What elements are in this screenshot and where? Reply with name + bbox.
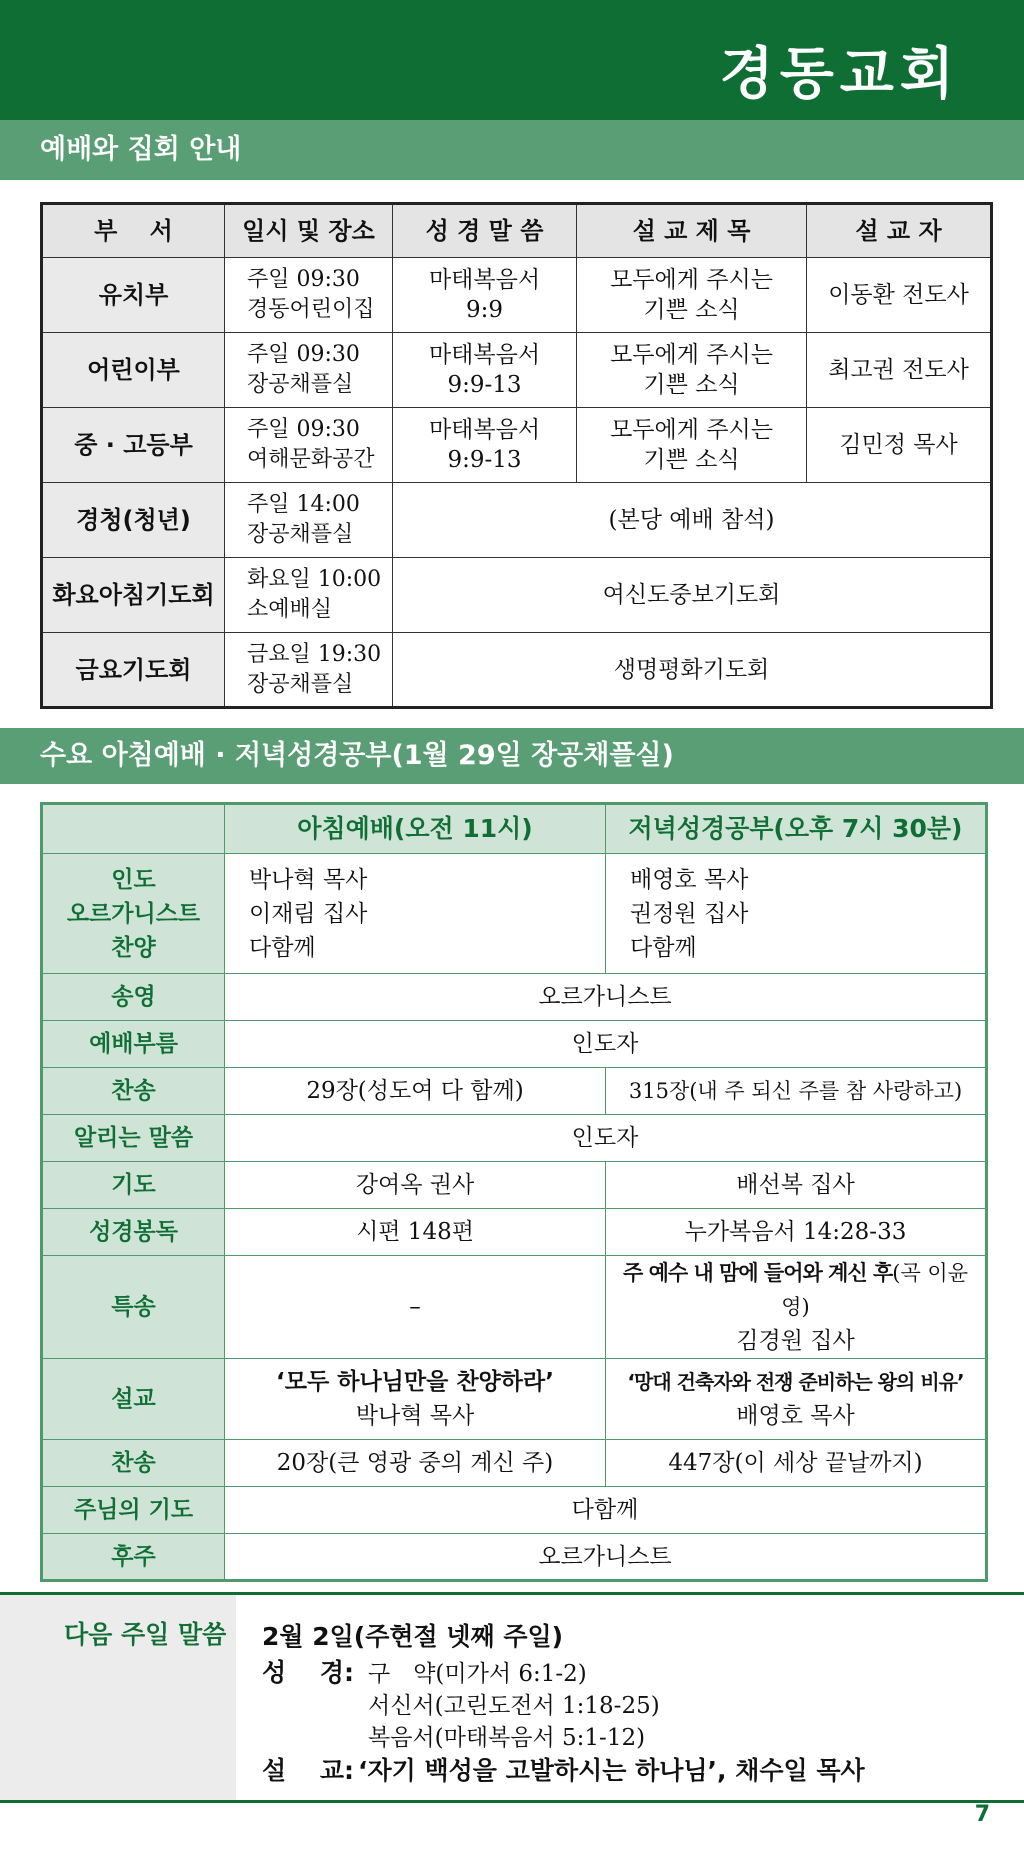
section-title-worship: 예배와 집회 안내 (0, 120, 1024, 180)
sermon-label: 설 교: (262, 1756, 355, 1785)
preacher-cell: 이동환 전도사 (807, 258, 992, 333)
datetime-cell: 화요일 10:00 소예배실 (225, 558, 393, 633)
row-label: 찬송 (42, 1440, 225, 1487)
scripture-cell: 마태복음서 9:9 (393, 258, 577, 333)
col-header-dept: 부 서 (42, 204, 225, 258)
sermon-morning (225, 1359, 606, 1440)
dept-cell: 화요아침기도회 (42, 558, 225, 633)
dept-cell: 유치부 (42, 258, 225, 333)
table-row (42, 1068, 987, 1115)
table-row (42, 974, 987, 1021)
table-row (42, 408, 992, 483)
special-singer: 김경원 집사 (736, 1328, 855, 1354)
col-header-preacher: 설 교 자 (807, 204, 992, 258)
row-label: 후주 (42, 1534, 225, 1581)
table-header-row (42, 204, 992, 258)
hymn1-morning: 29장(성도여 다 함께) (225, 1068, 606, 1115)
preacher-cell: 최고권 전도사 (807, 333, 992, 408)
row-label: 송영 (42, 974, 225, 1021)
table-row (42, 258, 992, 333)
prayer-morning: 강여옥 권사 (225, 1162, 606, 1209)
sermon-title-cell: 모두에게 주시는 기쁜 소식 (577, 333, 807, 408)
col-header-datetime: 일시 및 장소 (225, 204, 393, 258)
sermon-evening-preacher: 배영호 목사 (736, 1403, 855, 1429)
hymn1-evening: 315장(내 주 되신 주를 참 사랑하고) (606, 1068, 987, 1115)
row-label: 성경봉독 (42, 1209, 225, 1256)
dept-cell: 어린이부 (42, 333, 225, 408)
table-row (42, 558, 992, 633)
table-row (42, 1487, 987, 1534)
datetime-cell: 주일 09:30 경동어린이집 (225, 258, 393, 333)
scripture-line: 구 약(미가서 6:1-2) (368, 1661, 587, 1687)
datetime-cell: 주일 09:30 여해문화공간 (225, 408, 393, 483)
merged-note-cell: 여신도중보기도회 (393, 558, 992, 633)
row-value: 오르가니스트 (225, 1534, 987, 1581)
row-label: 알리는 말씀 (42, 1115, 225, 1162)
sermon-title-cell: 모두에게 주시는 기쁜 소식 (577, 408, 807, 483)
table-row (42, 1021, 987, 1068)
sermon-morning-title: ‘모두 하나님만을 찬양하라’ (276, 1369, 554, 1395)
sermon-evening-title: ‘망대 건축자와 전쟁 준비하는 왕의 비유’ (627, 1370, 964, 1394)
leaders-evening: 배영호 목사 권정원 집사 다함께 (606, 854, 987, 974)
preacher-cell: 김민정 목사 (807, 408, 992, 483)
special-morning: – (225, 1256, 606, 1359)
special-evening (606, 1256, 987, 1359)
special-song-composer: (곡 이윤영) (781, 1261, 969, 1319)
corner-cell (42, 804, 225, 854)
merged-note-cell: (본당 예배 참석) (393, 483, 992, 558)
reading-evening: 누가복음서 14:28-33 (606, 1209, 987, 1256)
col-header-morning: 아침예배(오전 11시) (225, 804, 606, 854)
scripture-cell: 마태복음서 9:9-13 (393, 408, 577, 483)
special-song-title: 주 예수 내 맘에 들어와 계신 후 (622, 1261, 893, 1285)
datetime-cell: 금요일 19:30 장공채플실 (225, 633, 393, 708)
row-label: 특송 (42, 1256, 225, 1359)
section-title-wednesday: 수요 아침예배 · 저녁성경공부(1월 29일 장공채플실) (0, 728, 1024, 784)
church-name: 경동교회 (719, 41, 960, 107)
hymn2-evening: 447장(이 세상 끝날까지) (606, 1440, 987, 1487)
row-value: 오르가니스트 (225, 974, 987, 1021)
next-sermon: ‘자기 백성을 고발하시는 하나님’, 채수일 목사 (358, 1756, 865, 1785)
datetime-cell: 주일 09:30 장공채플실 (225, 333, 393, 408)
col-header-evening: 저녁성경공부(오후 7시 30분) (606, 804, 987, 854)
next-week-date: 2월 2일(주현절 넷째 주일) (262, 1622, 564, 1651)
row-value: 인도자 (225, 1021, 987, 1068)
dept-cell: 경청(청년) (42, 483, 225, 558)
dept-cell: 금요기도회 (42, 633, 225, 708)
row-label: 기도 (42, 1162, 225, 1209)
sermon-evening (606, 1359, 987, 1440)
col-header-sermon-title: 설 교 제 목 (577, 204, 807, 258)
row-value: 다함께 (225, 1487, 987, 1534)
table-row (42, 1359, 987, 1440)
wednesday-order-table (40, 802, 988, 1582)
scripture-cell: 마태복음서 9:9-13 (393, 333, 577, 408)
table-row (42, 483, 992, 558)
table-row (42, 1162, 987, 1209)
table-row (42, 854, 987, 974)
page-number: 7 (974, 1802, 990, 1827)
table-row (42, 1209, 987, 1256)
next-week-section (0, 1592, 1024, 1803)
next-week-label-box (0, 1595, 236, 1800)
table-row (42, 1534, 987, 1581)
table-header-row (42, 804, 987, 854)
prayer-evening: 배선복 집사 (606, 1162, 987, 1209)
sermon-title-cell: 모두에게 주시는 기쁜 소식 (577, 258, 807, 333)
row-value: 인도자 (225, 1115, 987, 1162)
leaders-morning: 박나혁 목사 이재림 집사 다함께 (225, 854, 606, 974)
hymn2-morning: 20장(큰 영광 중의 계신 주) (225, 1440, 606, 1487)
header-bar (0, 0, 1024, 120)
row-label: 찬송 (42, 1068, 225, 1115)
datetime-cell: 주일 14:00 장공채플실 (225, 483, 393, 558)
table-row (42, 1440, 987, 1487)
row-label: 예배부름 (42, 1021, 225, 1068)
scripture-label: 성 경: (262, 1658, 355, 1687)
col-header-scripture: 성 경 말 씀 (393, 204, 577, 258)
table-row (42, 1115, 987, 1162)
sermon-morning-preacher: 박나혁 목사 (355, 1403, 475, 1429)
row-label: 주님의 기도 (42, 1487, 225, 1534)
reading-morning: 시편 148편 (225, 1209, 606, 1256)
scripture-line: 복음서(마태복음서 5:1-12) (368, 1725, 646, 1751)
table-row (42, 1256, 987, 1359)
next-week-label: 다음 주일 말씀 (64, 1620, 227, 1649)
table-row (42, 333, 992, 408)
scripture-line: 서신서(고린도전서 1:18-25) (368, 1693, 660, 1719)
row-label: 인도 오르가니스트 찬양 (42, 854, 225, 974)
row-label: 설교 (42, 1359, 225, 1440)
worship-schedule-table (40, 202, 993, 709)
dept-cell: 중 · 고등부 (42, 408, 225, 483)
merged-note-cell: 생명평화기도회 (393, 633, 992, 708)
table-row (42, 633, 992, 708)
